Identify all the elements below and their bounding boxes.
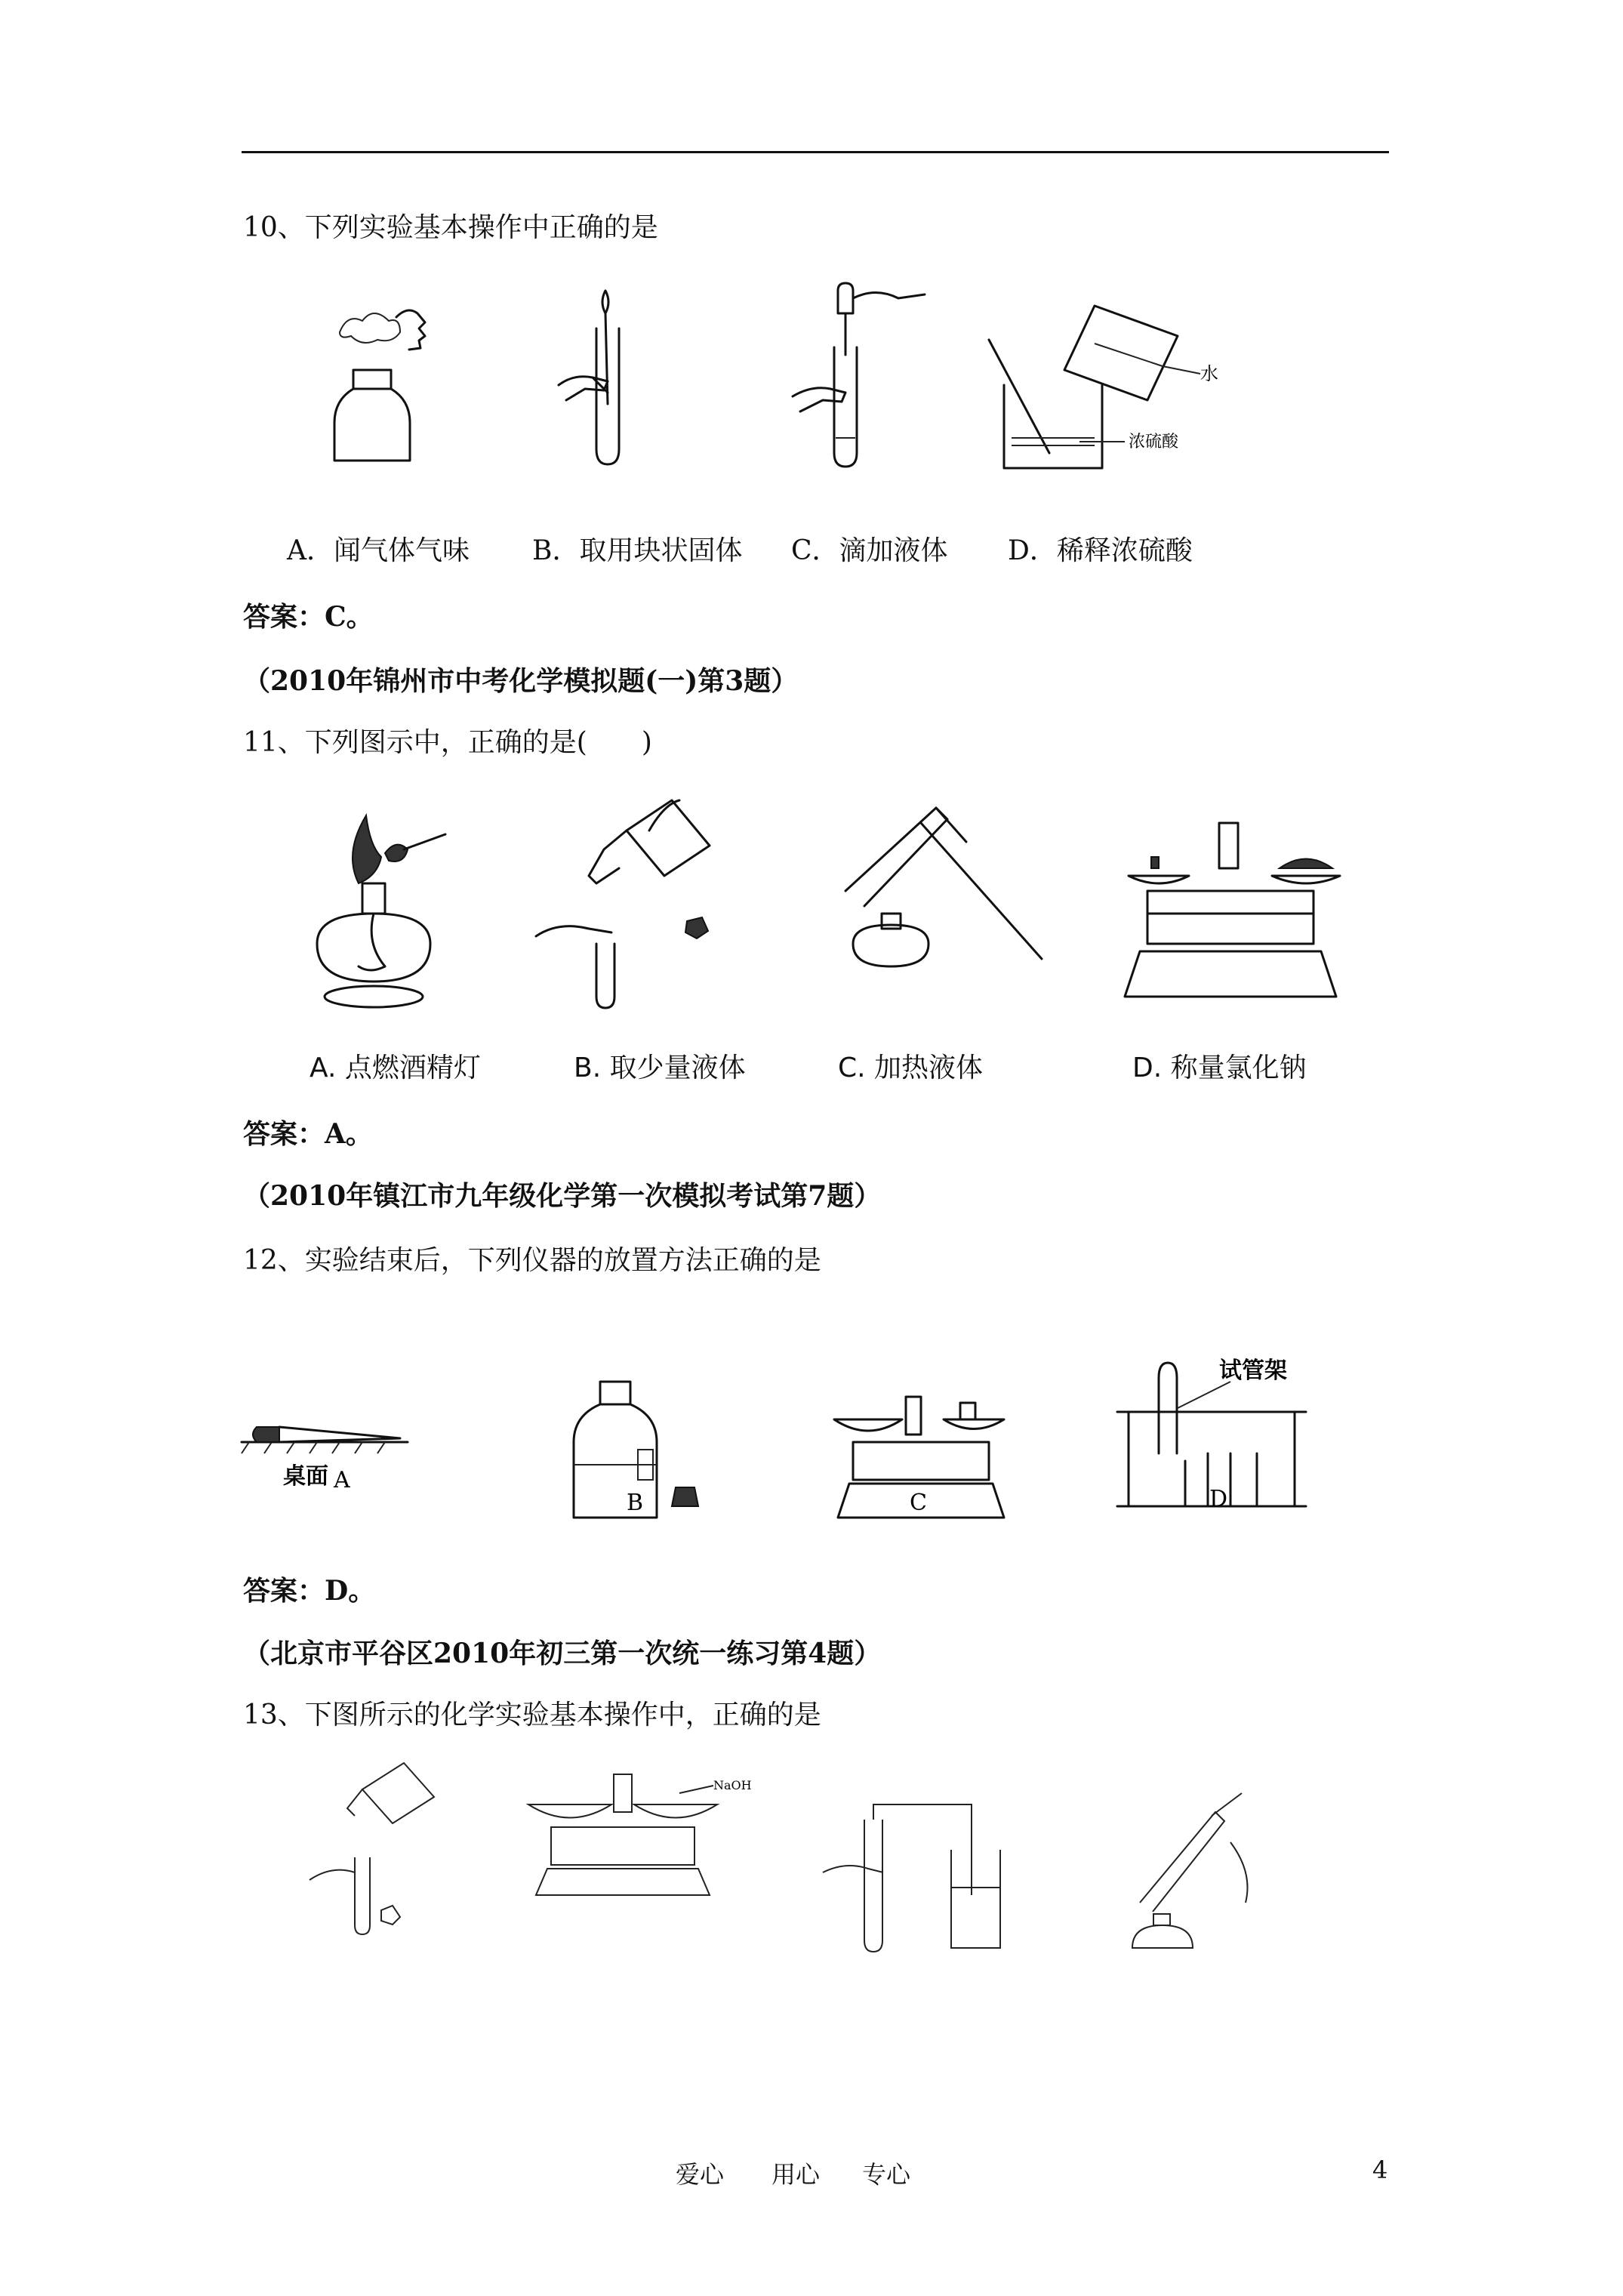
q11-figure-c-heat-liquid: [823, 793, 1049, 1019]
q12-figure-c-balance: [830, 1389, 1012, 1525]
q10-option-b: B．取用块状固体: [532, 535, 743, 566]
q13-figure-a-pour: [302, 1759, 460, 1940]
q12-label-d: D: [1209, 1486, 1228, 1512]
q12-question: 12、实验结束后，下列仪器的放置方法正确的是: [243, 1245, 821, 1276]
q10-figure-b-solid-test-tube: [551, 283, 664, 472]
q11-question: 11、下列图示中，正确的是( ): [243, 727, 652, 758]
q11-answer: 答案：A。: [243, 1118, 373, 1150]
q12-source: （2010年镇江市九年级化学第一次模拟考试第7题）: [243, 1180, 882, 1212]
q12-label-c: C: [910, 1490, 927, 1516]
q10-option-d: D．稀释浓硫酸: [1008, 535, 1193, 566]
q11-option-a: A. 点燃酒精灯: [310, 1052, 481, 1083]
q13-question: 13、下图所示的化学实验基本操作中，正确的是: [243, 1700, 821, 1730]
q10-figure-a-smell-gas: [325, 302, 430, 468]
q11-option-c: C. 加热液体: [838, 1052, 984, 1083]
q12-figure-d-test-tube-rack: [1110, 1355, 1329, 1514]
q12-answer: 答案：D。: [243, 1575, 376, 1607]
footer-motto-3: 专心: [862, 2160, 911, 2189]
q13-source: （北京市平谷区2010年初三第一次统一练习第4题）: [243, 1638, 882, 1669]
q11-option-d: D. 称量氯化钠: [1132, 1052, 1307, 1083]
page-number: 4: [1372, 2156, 1388, 2184]
q11-source: （2010年锦州市中考化学模拟题(一)第3题）: [243, 665, 799, 697]
q12-rack-label: 试管架: [1219, 1358, 1287, 1384]
q10-figure-c-drop-liquid: [785, 283, 936, 472]
q10-figure-d-dilute-acid: [974, 302, 1230, 476]
q10-question: 10、下列实验基本操作中正确的是: [243, 212, 658, 243]
q13-figure-c-air-tightness: [815, 1789, 1004, 1963]
q13-figure-d-heat-tube: [1117, 1782, 1268, 1963]
q10-option-c: C．滴加液体: [791, 535, 948, 566]
header-rule: [242, 151, 1389, 153]
q13-naoh-label: NaOH: [713, 1778, 752, 1792]
q10-answer: 答案：C。: [243, 601, 374, 633]
q10-water-label: 水: [1200, 363, 1218, 384]
q11-figure-b-pour-liquid: [528, 785, 725, 1019]
footer-motto-1: 爱心: [676, 2160, 725, 2189]
footer-motto-2: 用心: [771, 2160, 821, 2189]
q10-option-a: A．闻气体气味: [287, 535, 470, 566]
q12-figure-a-dropper-on-desk: [242, 1404, 415, 1510]
q10-acid-label: 浓硫酸: [1129, 433, 1179, 451]
q11-option-b: B. 取少量液体: [574, 1052, 746, 1083]
q12-label-a: A: [334, 1467, 350, 1493]
q12-desk-label: 桌面: [283, 1463, 328, 1490]
q11-figure-a-light-lamp: [302, 808, 468, 1012]
q12-label-b: B: [627, 1490, 644, 1516]
q12-figure-b-bottle: [566, 1374, 710, 1525]
q13-figure-b-balance-naoh: [521, 1767, 752, 1903]
q11-figure-d-weigh-nacl: [1117, 808, 1351, 1012]
